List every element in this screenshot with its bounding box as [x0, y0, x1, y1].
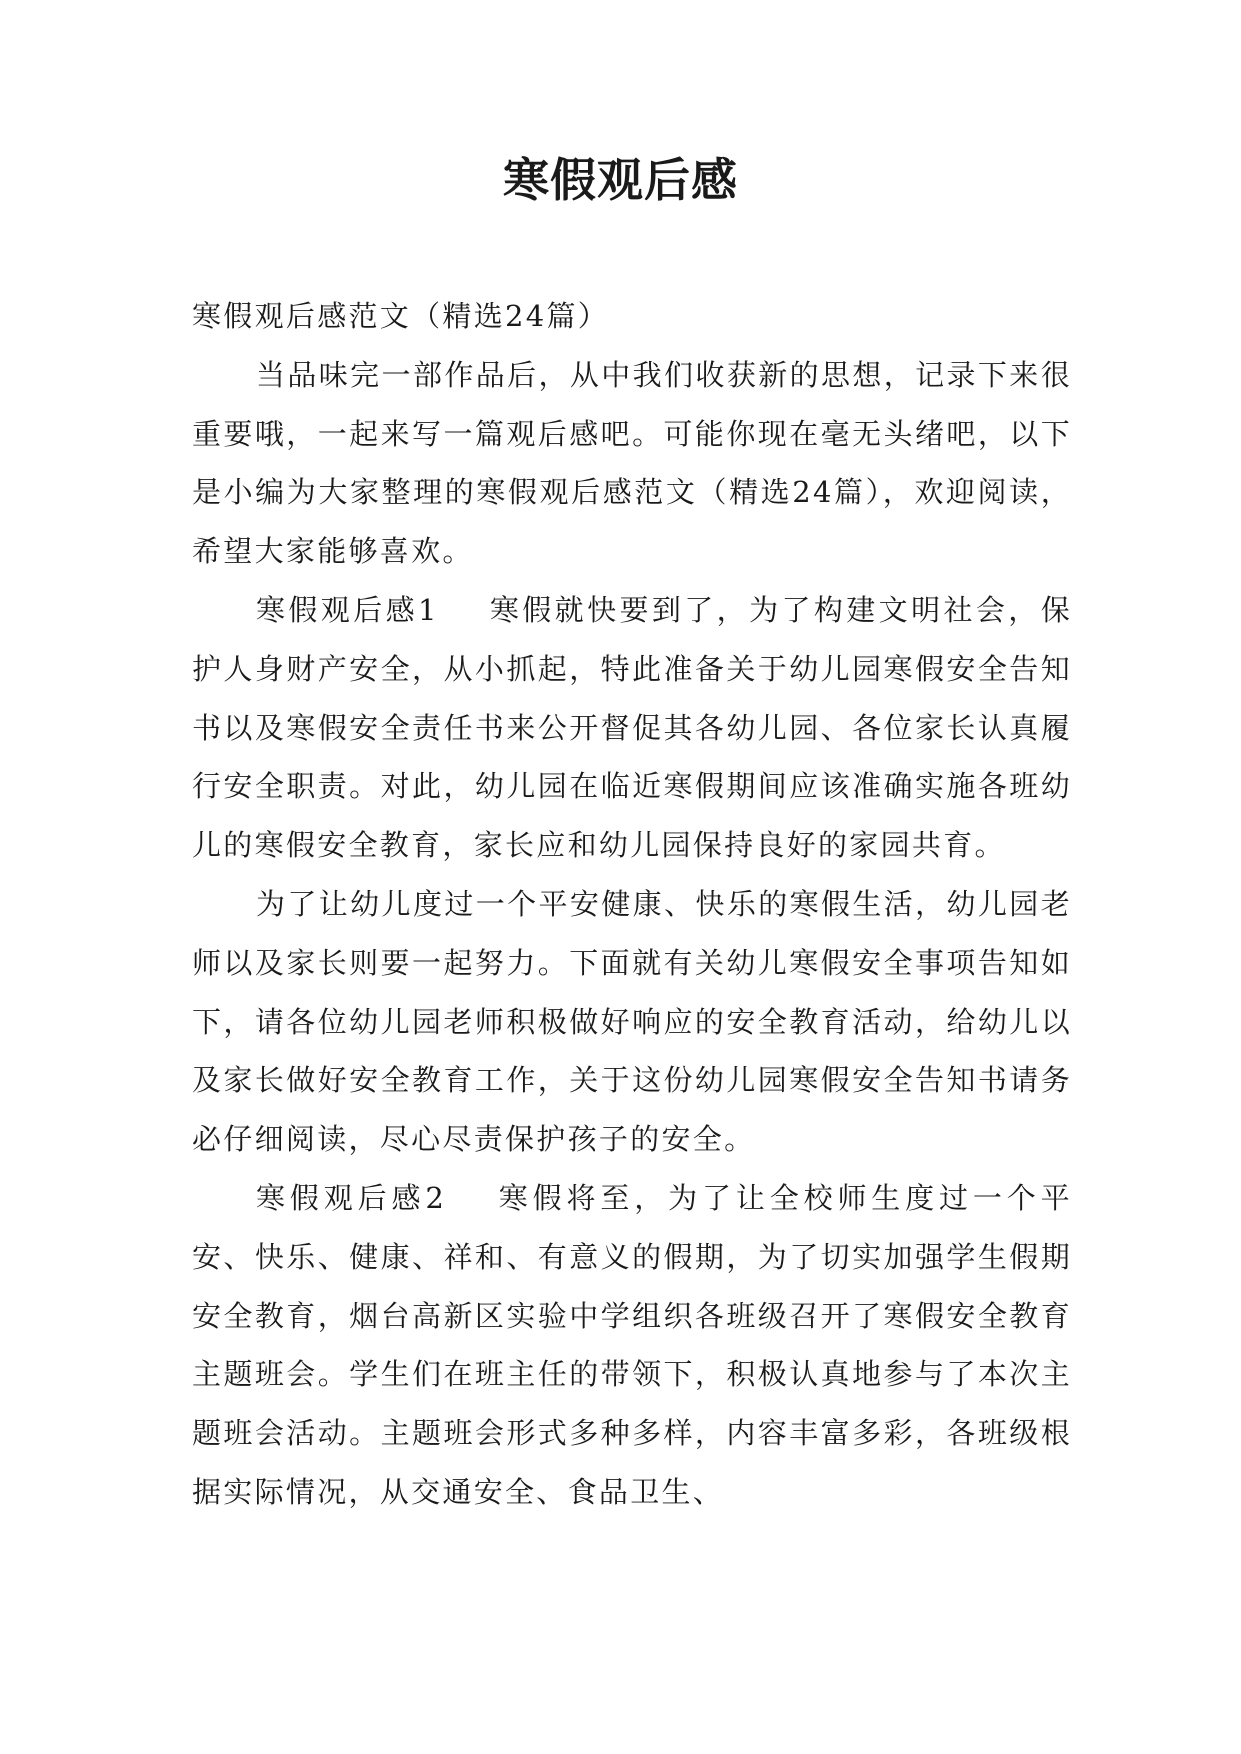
section-2-heading: 寒假观后感2 [256, 1180, 447, 1215]
section-1-paragraph [192, 581, 1072, 875]
document-title: 寒假观后感 [503, 153, 738, 207]
section-1-extra-paragraph: 为了让幼儿度过一个平安健康、快乐的寒假生活，幼儿园老师以及家长则要一起努力。下面就有关幼儿寒假安全事项告知如下，请各位幼儿园老师积极做好响应的安全教育活动，给幼儿以及家长做好安全教育工作，关于这份幼儿园寒假安全告知书请务必仔细阅读，尽心尽责保护孩子的安全。 [192, 886, 1072, 1157]
section-1-heading: 寒假观后感1 [256, 592, 439, 627]
section-2-paragraph [192, 1169, 1072, 1522]
intro-paragraph: 当品味完一部作品后，从中我们收获新的思想，记录下来很重要哦，一起来写一篇观后感吧。可能你现在毫无头绪吧，以下是小编为大家整理的寒假观后感范文（精选24篇），欢迎阅读，希望大家能够喜欢。 [192, 357, 1072, 569]
section-1-text: 寒假就快要到了，为了构建文明社会，保护人身财产安全，从小抓起，特此准备关于幼儿园寒假安全告知书以及寒假安全责任书来公开督促其各幼儿园、各位家长认真履行安全职责。对此，幼儿园在临近寒假期间应该准确实施各班幼儿的寒假安全教育，家长应和幼儿园保持良好的家园共育。 [192, 592, 1072, 863]
document-subtitle: 寒假观后感范文（精选24篇） [192, 299, 610, 333]
section-2-text: 寒假将至，为了让全校师生度过一个平安、快乐、健康、祥和、有意义的假期，为了切实加强学生假期安全教育，烟台高新区实验中学组织各班级召开了寒假安全教育主题班会。学生们在班主任的带领下，积极认真地参与了本次主题班会活动。主题班会形式多种多样，内容丰富多彩，各班级根据实际情况，从交通安全、食品卫生、 [192, 1180, 1072, 1509]
document-body [192, 287, 1072, 1522]
